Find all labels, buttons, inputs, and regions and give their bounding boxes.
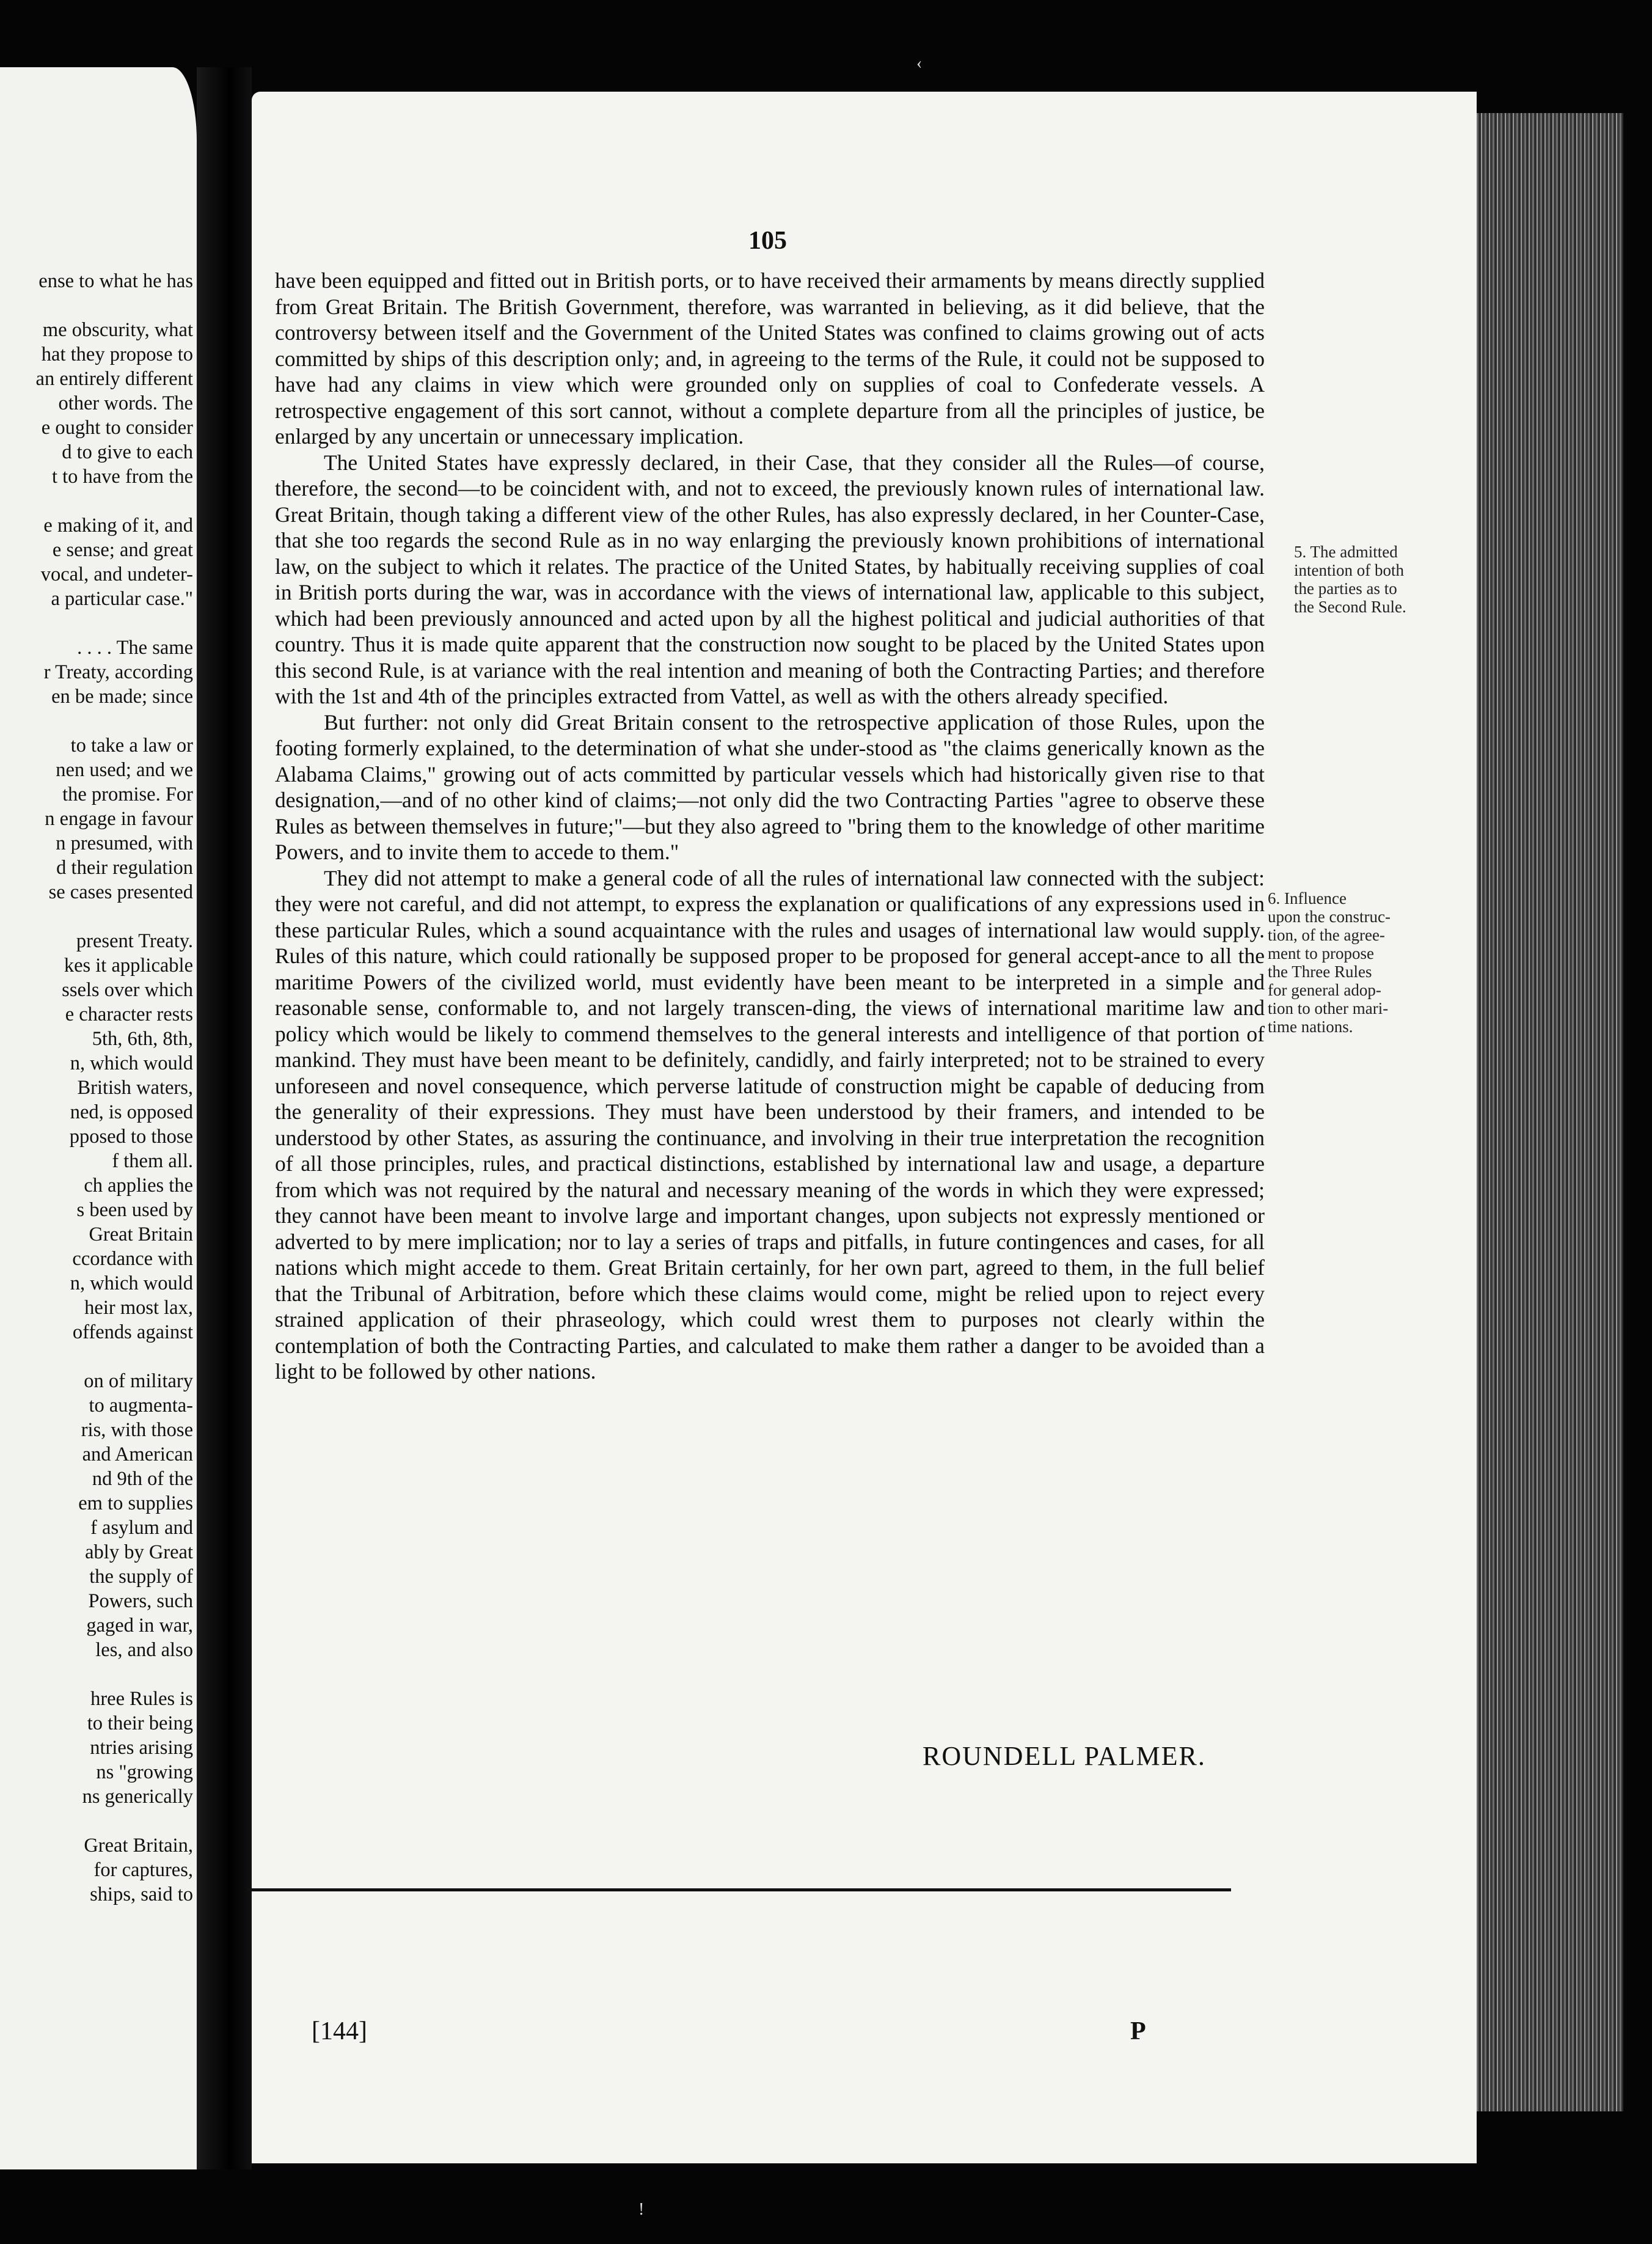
left-page-line: n, which would: [70, 1052, 193, 1074]
left-page-line: gaged in war,: [86, 1615, 193, 1637]
signature: ROUNDELL PALMER.: [923, 1741, 1206, 1771]
page-number: 105: [748, 227, 787, 255]
left-page-line: and American: [82, 1443, 193, 1465]
left-page-line: pposed to those: [69, 1126, 193, 1148]
left-page-line: Powers, such: [88, 1590, 193, 1612]
left-page-line: ssels over which: [62, 979, 193, 1001]
left-page-line: r Treaty, according: [43, 661, 193, 683]
left-page: [0, 67, 197, 2169]
scan-mark-top: ‹: [916, 54, 923, 73]
left-page-line: Great Britain: [89, 1223, 193, 1245]
margin-note-5: [1294, 543, 1406, 616]
left-page-text: [0, 269, 193, 1907]
paragraph: But further: not only did Great Britain consent to the retrospective application of those Rules, upon the footing formerly explained, to the determination of what she under-stood as "the claims generically known as the Alabama Claims," growing out of acts committed by particular vessels which had historically given rise to that designation,—and of no other kind of claims;—not only did the two Contracting Parties "agree to observe these Rules as between themselves in future;"—but they also agreed to "bring them to the knowledge of other maritime Powers, and to invite them to accede to them.": [275, 710, 1265, 864]
line-gap: [0, 293, 193, 318]
left-page-line: ns "growing: [96, 1761, 193, 1783]
margin-note-line: time nations.: [1268, 1018, 1353, 1036]
left-page-line: en be made; since: [51, 686, 193, 708]
left-page-line: e character rests: [65, 1003, 193, 1025]
left-page-line: an entirely different: [35, 368, 193, 390]
left-page-line: ns generically: [82, 1786, 193, 1808]
line-gap: [0, 1662, 193, 1687]
left-page-line: me obscurity, what: [42, 319, 193, 341]
left-page-line: d their regulation: [56, 857, 193, 879]
left-page-line: a particular case.": [51, 588, 193, 610]
margin-note-line: for general adop-: [1268, 981, 1381, 999]
left-page-line: ccordance with: [72, 1248, 193, 1270]
signature-letter: P: [1130, 2017, 1146, 2045]
line-gap: [0, 904, 193, 929]
left-page-line: f asylum and: [90, 1517, 193, 1539]
left-page-line: Great Britain,: [84, 1835, 193, 1857]
left-page-line: n engage in favour: [45, 808, 193, 830]
left-page-line: 5th, 6th, 8th,: [92, 1028, 193, 1050]
left-page-line: se cases presented: [48, 881, 193, 903]
left-page-line: kes it applicable: [64, 955, 193, 977]
left-page-line: ships, said to: [90, 1883, 193, 1905]
left-page-line: n, which would: [70, 1272, 193, 1294]
divider-rule: [247, 1888, 1231, 1891]
margin-note-6: [1268, 889, 1391, 1036]
paragraph: have been equipped and fitted out in British ports, or to have received their armaments by means directly supplied from Great Britain. The British Government, therefore, was warranted in believing, as it did believe, that the controversy between itself and the Government of the United States was confined to claims growing out of acts committed by ships of this description only; and, in agreeing to the terms of the Rule, it could not be supposed to have had any claims in view which were grounded only on supplies of coal to Confederate vessels. A retrospective engagement of this sort cannot, without a complete departure from all the principles of justice, be enlarged by any uncertain or unnecessary implication.: [275, 268, 1265, 449]
left-page-line: to their being: [87, 1712, 193, 1734]
left-page-line: t to have from the: [51, 466, 193, 488]
left-page-line: to augmenta-: [89, 1395, 193, 1417]
left-page-line: ense to what he has: [38, 270, 193, 292]
margin-note-line: ment to propose: [1268, 944, 1374, 963]
left-page-line: present Treaty.: [76, 930, 193, 952]
left-page-line: s been used by: [76, 1199, 193, 1221]
margin-note-line: 5. The admitted: [1294, 543, 1398, 561]
left-page-line: nen used; and we: [56, 759, 193, 781]
left-page-line: offends against: [72, 1321, 193, 1343]
left-page-line: for captures,: [93, 1859, 193, 1881]
left-page-line: ntries arising: [90, 1737, 193, 1759]
left-page-line: vocal, and undeter-: [40, 563, 193, 585]
line-gap: [0, 709, 193, 733]
left-page-line: on of military: [84, 1370, 193, 1392]
left-page-line: the supply of: [89, 1566, 193, 1588]
margin-note-line: tion, of the agree-: [1268, 926, 1385, 944]
paragraph: The United States have expressly declared, in their Case, that they consider all the Rules—of course, therefore, the second—to be coincident with, and not to exceed, the previously known rules of international law. Great Britain, though taking a different view of the other Rules, has also expressly declared, in her Counter-Case, that she too regards the second Rule as in no way enlarging the previously known prohibitions of international law, on the subject to which it relates. The practice of the United States, by habitually receiving supplies of coal in British ports during the war, was in accordance with the views of international law, applicable to this subject, which had been previously announced and acted upon by all the highest political and judicial authorities of that country. Thus it is made quite apparent that the construction now sought to be placed by the United States upon this second Rule, is at variance with the real intention and meaning of both the Contracting Parties; and therefore with the 1st and 4th of the principles extracted from Vattel, as well as with the others already specified.: [275, 450, 1265, 708]
left-page-line: em to supplies: [78, 1492, 193, 1514]
line-gap: [0, 489, 193, 513]
left-page-line: ris, with those: [81, 1419, 193, 1441]
left-page-line: ably by Great: [85, 1541, 193, 1563]
main-text: [275, 268, 1265, 1385]
left-page-line: heir most lax,: [84, 1297, 193, 1319]
left-page-line: hree Rules is: [90, 1688, 193, 1710]
scan-mark-bottom: !: [638, 2200, 645, 2219]
left-page-line: the promise. For: [62, 783, 193, 805]
line-gap: [0, 1344, 193, 1369]
line-gap: [0, 1809, 193, 1833]
left-page-line: les, and also: [95, 1639, 193, 1661]
line-gap: [0, 611, 193, 636]
left-page-line: d to give to each: [62, 441, 193, 463]
sheet-number: [144]: [312, 2017, 367, 2045]
margin-note-line: the Three Rules: [1268, 963, 1372, 981]
left-page-line: e ought to consider: [41, 417, 193, 439]
left-page-line: . . . . The same: [77, 637, 193, 659]
left-page-line: hat they propose to: [41, 343, 193, 365]
margin-note-line: intention of both: [1294, 561, 1404, 579]
left-page-line: to take a law or: [70, 735, 193, 757]
book-gutter: [197, 67, 252, 2169]
margin-note-line: the parties as to: [1294, 579, 1397, 598]
left-page-line: f them all.: [112, 1150, 193, 1172]
left-page-line: other words. The: [58, 392, 193, 414]
margin-note-line: 6. Influence: [1268, 889, 1347, 908]
left-page-line: e making of it, and: [43, 515, 193, 537]
page-edges: [1477, 113, 1623, 2111]
left-page-line: e sense; and great: [52, 539, 193, 561]
left-page-line: ned, is opposed: [70, 1101, 193, 1123]
margin-note-line: the Second Rule.: [1294, 598, 1406, 616]
left-page-line: n presumed, with: [56, 832, 193, 854]
margin-note-line: tion to other mari-: [1268, 999, 1389, 1018]
left-page-line: British waters,: [77, 1077, 193, 1099]
margin-note-line: upon the construc-: [1268, 908, 1391, 926]
left-page-line: nd 9th of the: [92, 1468, 193, 1490]
left-page-line: ch applies the: [84, 1175, 193, 1197]
paragraph: They did not attempt to make a general code of all the rules of international law connected with the subject: they were not careful, and did not attempt, to express the explanation or qualifications of any expressions used in these particular Rules, which a sound acquaintance with the rules and usages of international law would supply. Rules of this nature, which could rationally be supposed proper to be proposed for general accept-ance to all the maritime Powers of the civilized world, must evidently have been meant to be interpreted in a simple and reasonable sense, conformable to, and not largely transcen-ding, the views of international maritime law and policy which would be likely to commend themselves to the general interests and intelligence of that portion of mankind. They must have been meant to be definitely, candidly, and fairly interpreted; not to be strained to every unforeseen and novel consequence, which perverse latitude of construction might be capable of deducing from the generality of their expressions. They must have been understood by their framers, and intended to be understood by other States, as assuring the continuance, and involving in their true interpretation the recognition of all those principles, rules, and practical distinctions, established by international law and usage, a departure from which was not required by the natural and necessary meaning of the words in which they were expressed; they cannot have been meant to involve large and important changes, upon subjects not expressly mentioned or adverted to by mere implication; nor to lay a series of traps and pitfalls, in future contingences and cases, for all nations which might accede to them. Great Britain certainly, for her own part, agreed to them, in the full belief that the Tribunal of Arbitration, before which these claims would come, might be relied upon to reject every strained application of their phraseology, which could wrest them to purposes not clearly within the contemplation of both the Contracting Parties, and calculated to make them rather a danger to be avoided than a light to be followed by other nations.: [275, 865, 1265, 1384]
